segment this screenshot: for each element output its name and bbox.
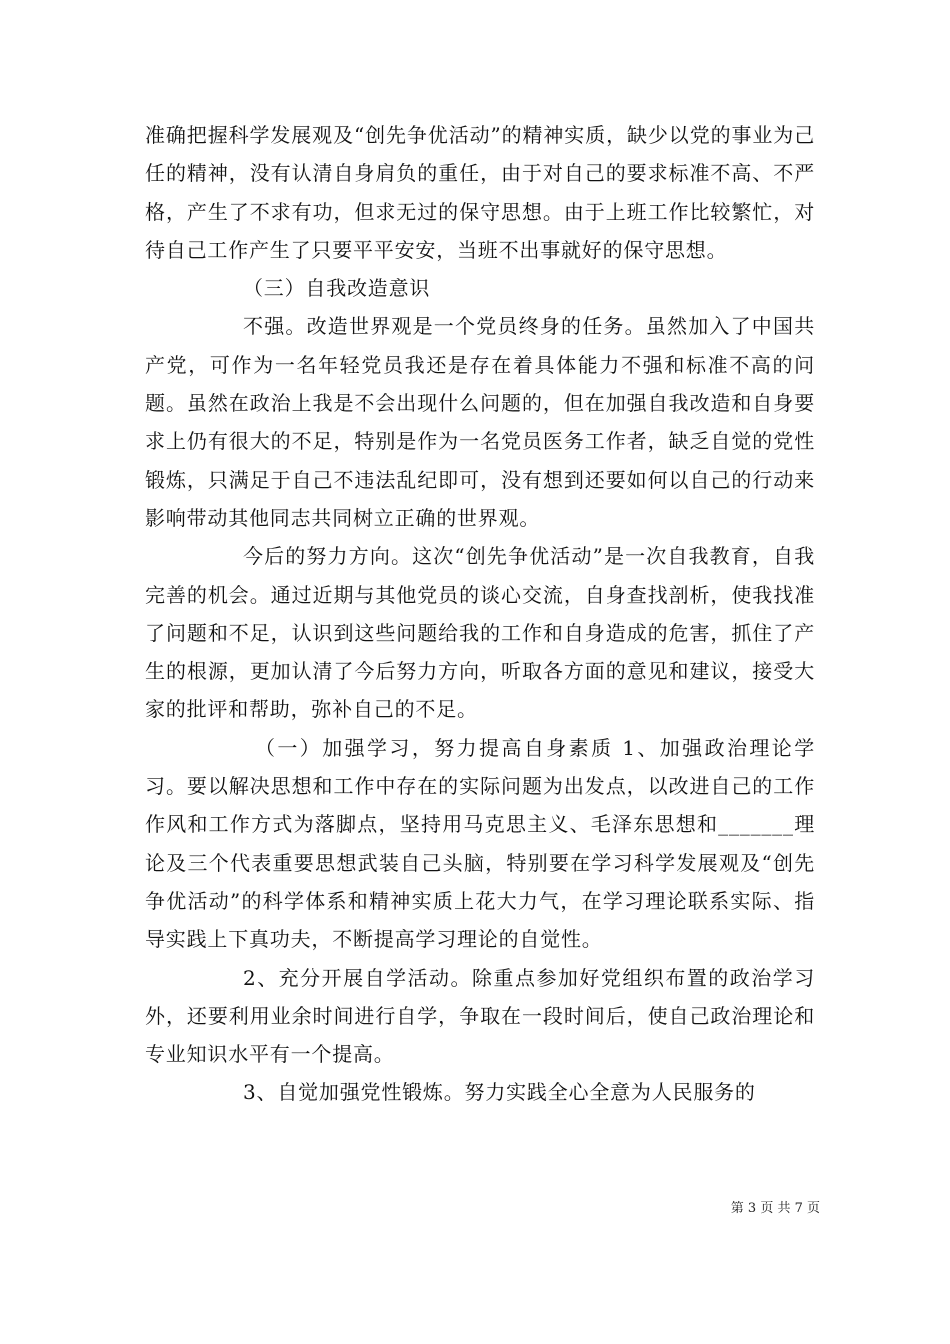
page-number-footer: 第 3 页 共 7 页 xyxy=(730,1201,820,1216)
paragraph-future-direction: 今后的努力方向。这次“创先争优活动”是一次自我教育，自我完善的机会。通过近期与其他党员的谈心交流，自身查找剖析，使我找准了问题和不足，认识到这些问题给我的工作和自身造成的危害，抓住了产生的根源，更加认清了今后努力方向，听取各方面的意见和建议，接受大家的批评和帮助，弥补自己的不足。 xyxy=(145,544,815,722)
paragraph-party-spirit: 3、自觉加强党性锻炼。努力实践全心全意为人民服务的 xyxy=(243,1080,756,1105)
paragraph-self-study: 2、充分开展自学活动。除重点参加好党组织布置的政治学习外，还要利用业余时间进行自学，争取在一段时间后，使自己政治理论和专业知识水平有一个提高。 xyxy=(145,965,815,1067)
section-heading-self-reform: （三）自我改造意识 xyxy=(243,276,431,301)
document-body xyxy=(145,116,815,1112)
paragraph-continuation: 准确把握科学发展观及“创先争优活动”的精神实质，缺少以党的事业为己任的精神，没有认清自身肩负的重任，由于对自己的要求标准不高、不严格，产生了不求有功，但求无过的保守思想。由于上班工作比较繁忙，对待自己工作产生了只要平平安安，当班不出事就好的保守思想。 xyxy=(145,123,815,262)
paragraph-strengthen-study: （一）加强学习，努力提高自身素质 1、加强政治理论学习。要以解决思想和工作中存在的实际问题为出发点，以改进自己的工作作风和工作方式为落脚点，坚持用马克思主义、毛泽东思想和_______理论及三个代表重要思想武装自己头脑，特别要在学习科学发展观及“创先争优活动”的科学体系和精神实质上花大力气，在学习理论联系实际、指导实践上下真功夫，不断提高学习理论的自觉性。 xyxy=(145,735,815,952)
paragraph-self-reform: 不强。改造世界观是一个党员终身的任务。虽然加入了中国共产党，可作为一名年轻党员我还是存在着具体能力不强和标准不高的问题。虽然在政治上我是不会出现什么问题的，但在加强自我改造和自身要求上仍有很大的不足，特别是作为一名党员医务工作者，缺乏自觉的党性锻炼，只满足于自己不违法乱纪即可，没有想到还要如何以自己的行动来影响带动其他同志共同树立正确的世界观。 xyxy=(145,314,815,530)
